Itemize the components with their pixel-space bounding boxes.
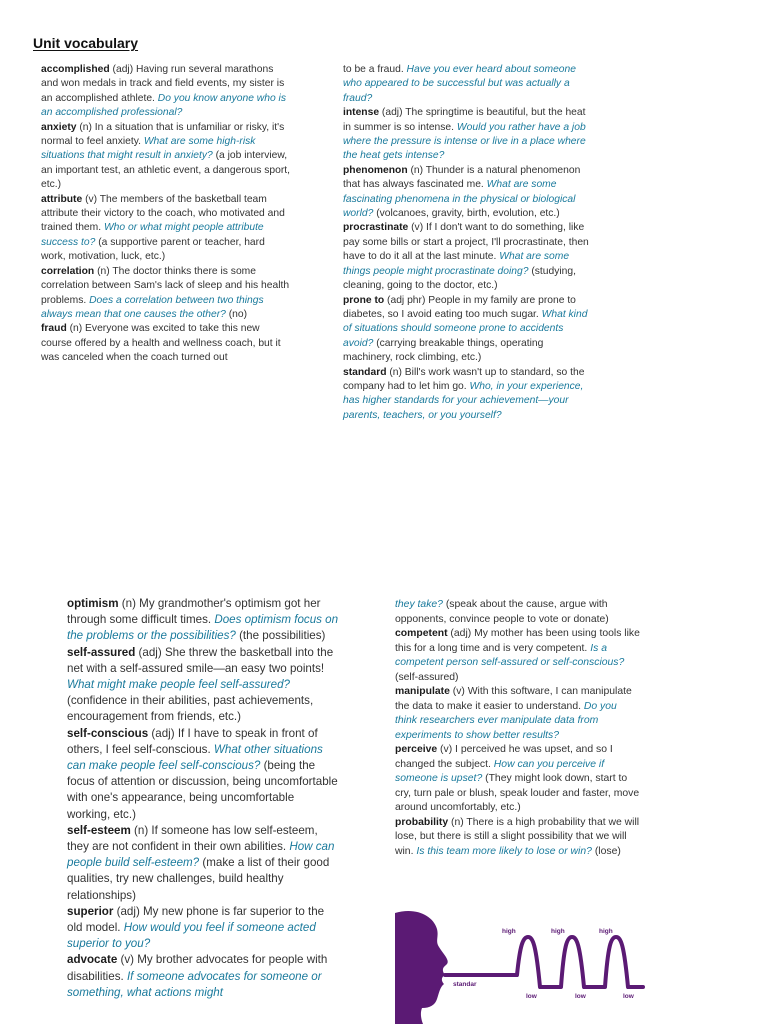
vocab-entry-anxiety (41, 121, 291, 193)
entry-word: optimism (67, 597, 119, 610)
vocab-entry-competent (395, 627, 640, 685)
entry-word: perceive (395, 744, 438, 755)
vocab-entry-advocate-continued (395, 598, 640, 627)
head-silhouette (395, 911, 448, 1024)
entry-question: How can you perceive if someone is upset? (395, 758, 605, 784)
entry-word: fraud (41, 323, 67, 335)
entry-word: phenomenon (343, 164, 408, 176)
page-title: Unit vocabulary (33, 35, 139, 51)
entry-word: probability (395, 816, 449, 828)
entry-word: self-esteem (67, 823, 131, 837)
entry-answer: (make a list of their good qualities, try new challenges, build healthy relationships) (67, 856, 330, 902)
entry-word: intense (343, 107, 380, 119)
entry-definition: (n) The doctor thinks there is some correlation between Sam's lack of sleep and his health problems. (41, 265, 290, 306)
entry-word: anxiety (41, 121, 77, 133)
entry-question: If someone advocates for someone or something, what actions might (67, 969, 322, 999)
vocab-entry-superior (67, 904, 339, 953)
vocab-entry-prone-to (343, 294, 593, 366)
entry-answer: (lose) (591, 845, 621, 857)
entry-word: self-conscious (67, 726, 149, 740)
entry-definition: (n) Thunder is a natural phenomenon that has always fascinated me. (343, 164, 581, 191)
entry-answer: (a supportive parent or teacher, hard work, motivation, luck, etc.) (41, 236, 265, 263)
entry-word: manipulate (395, 686, 450, 697)
entry-definition: (n) In a situation that is unfamiliar or risky, it's normal to feel anxiety. (41, 121, 285, 148)
entry-answer: (a job interview, an important test, an athletic event, a dangerous sport, etc.) (41, 150, 290, 191)
entry-definition: (v) If I don't want to do something, like pay some bills or start a project, I'll procrastinate, then have to do it all at the last minute. (343, 222, 589, 263)
entry-question: Do you think researchers ever manipulate data from experiments to show better results? (395, 700, 617, 741)
entry-word: superior (67, 904, 114, 918)
entry-question: What are some high-risk situations that might result in anxiety? (41, 136, 256, 162)
vocab-entry-optimism (67, 596, 339, 645)
entry-question: Is a competent person self-assured or self-conscious? (395, 642, 625, 668)
entry-definition: (adj) My new phone is far superior to the old model. (67, 904, 325, 935)
entry-definition: (adj) If I have to speak in front of others, I feel self-conscious. (67, 726, 318, 756)
standards-graphic (395, 905, 655, 1024)
vocab-entry-advocate (67, 952, 339, 1001)
entry-question: Have you ever heard about someone who appeared to be successful but was actually a fraud? (343, 64, 576, 104)
entry-word: self-assured (67, 645, 136, 659)
standards-illustration (395, 905, 655, 1024)
entry-word: correlation (41, 265, 95, 277)
vocab-column-2 (343, 63, 593, 423)
entry-question: How can people build self-esteem? (67, 840, 335, 870)
standard-line-and-waves (445, 937, 643, 987)
entry-question: Who or what might people attribute success to? (41, 222, 264, 248)
vocab-entry-perceive (395, 743, 640, 816)
entry-definition: (adj) The springtime is beautiful, but the heat in summer is so intense. (343, 107, 586, 133)
entry-word: competent (395, 628, 448, 639)
vocab-column-1 (41, 63, 291, 366)
entry-question: Would you rather have a job where the pressure is intense or live in a place where the heat gets intense? (343, 121, 586, 162)
entry-word: attribute (41, 193, 83, 205)
vocab-entry-probability (395, 816, 640, 860)
entry-answer: (being the focus of attention or discussion, being uncomfortable with one's appearance, being uncomfortable working, etc.) (67, 759, 338, 821)
vocab-entry-fraud (41, 322, 291, 365)
entry-question: What might make people feel self-assured? (67, 678, 290, 692)
high-label-2: high (551, 928, 565, 935)
vocab-entry-fraud-continued (343, 63, 593, 106)
entry-question: they take? (395, 599, 443, 610)
entry-definition: (n) There is a high probability that we will lose, but there is still a slight possibility that we will win. (395, 816, 640, 857)
entry-answer: (the possibilities) (235, 629, 326, 643)
entry-definition: (v) The members of the basketball team attribute their victory to the coach, who motivated and trained them. (41, 193, 285, 234)
vocab-entry-phenomenon (343, 164, 593, 222)
entry-definition: (v) My brother advocates for people with disabilities. (67, 953, 328, 983)
entry-definition: (n) Bill's work wasn't up to standard, so the company had to let him go. (343, 366, 585, 392)
entry-definition: (n) My grandmother's optimism got her through some difficult times. (67, 597, 321, 627)
entry-definition: to be a fraud. (343, 64, 407, 75)
vocab-entry-attribute (41, 193, 291, 265)
vocab-column-4 (395, 598, 640, 859)
entry-definition: (adj) She threw the basketball into the net with a self-assured smile—an easy two points! (67, 645, 334, 675)
entry-question: What are some fascinating phenomena in the physical or biological world? (343, 179, 576, 220)
entry-question: Who, in your experience, has higher standards for your achievement—your parents, teachers, or you yourself? (343, 380, 584, 421)
entry-question: What kind of situations should someone prone to accidents avoid? (343, 308, 588, 349)
entry-question: Does a correlation between two things always mean that one causes the other? (41, 294, 264, 320)
vocab-entry-intense (343, 106, 593, 164)
vocab-entry-standard (343, 366, 593, 424)
entry-question: What are some things people might procrastinate doing? (343, 251, 570, 277)
vocab-entry-self-conscious (67, 726, 339, 823)
entry-answer: (volcanoes, gravity, birth, evolution, etc.) (373, 208, 560, 220)
high-label-1: high (502, 928, 516, 935)
low-label-2: low (575, 993, 586, 1000)
low-label-3: low (623, 993, 634, 1000)
entry-word: advocate (67, 953, 118, 967)
vocab-entry-correlation (41, 265, 291, 323)
entry-question: How would you feel if someone acted superior to you? (67, 921, 316, 951)
entry-word: prone to (343, 294, 385, 306)
entry-word: accomplished (41, 64, 110, 75)
entry-definition: (adj) Having run several marathons and won medals in track and field events, my sister is an accomplished athlete. (41, 64, 285, 104)
entry-answer: (studying, cleaning, going to the doctor, etc.) (343, 265, 576, 292)
entry-word: procrastinate (343, 222, 409, 234)
entry-definition: (adj phr) People in my family are prone to diabetes, so I avoid eating too much sugar. (343, 294, 576, 320)
entry-answer: (no) (225, 308, 248, 320)
entry-question: Does optimism focus on the problems or the possibilities? (67, 613, 339, 643)
vocab-entry-self-assured (67, 645, 339, 726)
entry-answer: (confidence in their abilities, past achievements, encouragement from friends, etc.) (67, 694, 314, 724)
entry-question: Is this team more likely to lose or win? (416, 845, 592, 857)
vocab-entry-procrastinate (343, 221, 593, 293)
entry-answer: (self-assured) (395, 671, 459, 683)
entry-definition: (v) I perceived he was upset, and so I changed the subject. (395, 744, 613, 770)
entry-definition: (n) Everyone was excited to take this new course offered by a health and wellness coach, but it was canceled when the coach turned out (41, 323, 281, 364)
vocab-entry-manipulate (395, 685, 640, 743)
entry-question: Do you know anyone who is an accomplished professional? (41, 92, 286, 119)
vocab-entry-accomplished (41, 63, 291, 121)
entry-answer: (speak about the cause, argue with opponents, convince people to vote or donate) (395, 599, 609, 625)
vocab-column-3 (67, 596, 339, 1001)
low-label-1: low (526, 993, 537, 1000)
entry-question: What other situations can make people feel self-conscious? (67, 742, 323, 773)
standard-label: standar (453, 981, 477, 988)
high-label-3: high (599, 928, 613, 935)
entry-word: standard (343, 366, 387, 378)
entry-answer: (carrying breakable things, operating machinery, rock climbing, etc.) (343, 337, 544, 364)
entry-definition: (adj) My mother has been using tools like this for a long time and is very competent. (395, 628, 640, 654)
vocab-entry-self-esteem (67, 823, 339, 904)
entry-answer: (They might look down, start to cry, turn pale or blush, speak louder and faster, move around uncomfortably, etc.) (395, 773, 640, 813)
entry-definition: (v) With this software, I can manipulate the data to make it easier to understand. (395, 686, 632, 712)
entry-definition: (n) If someone has low self-esteem, they are not confident in their own abilities. (67, 823, 318, 854)
